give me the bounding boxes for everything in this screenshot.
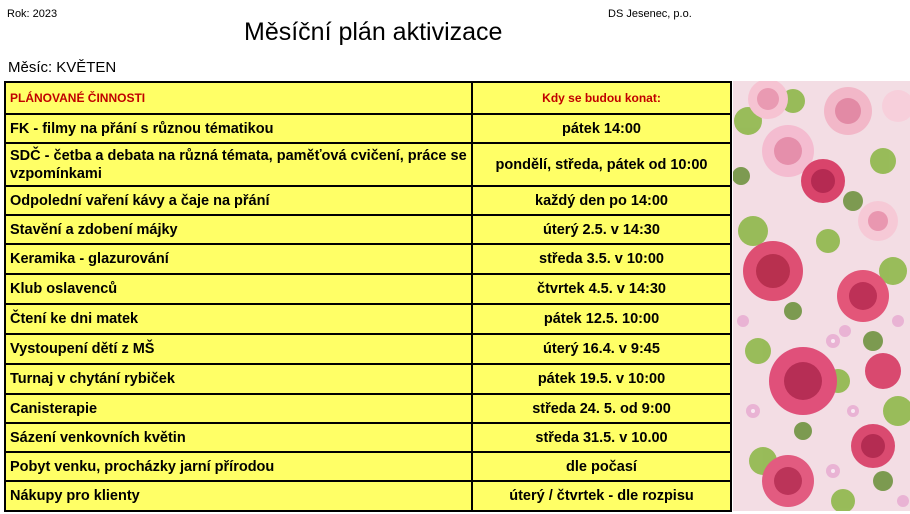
activity-cell: Klub oslavenců [5, 274, 472, 304]
table-row [5, 452, 731, 481]
activity-cell: Odpolední vaření kávy a čaje na přání [5, 186, 472, 215]
header-activities: PLÁNOVANÉ ČINNOSTI [5, 82, 472, 114]
activity-cell: Nákupy pro klienty [5, 481, 472, 511]
when-cell: čtvrtek 4.5. v 14:30 [472, 274, 731, 304]
table-row [5, 304, 731, 334]
when-cell: středa 24. 5. od 9:00 [472, 394, 731, 423]
header-when: Kdy se budou konat: [472, 82, 731, 114]
activity-cell: Canisterapie [5, 394, 472, 423]
table-row [5, 481, 731, 511]
page-title: Měsíční plán aktivizace [244, 18, 503, 46]
activity-cell: Stavění a zdobení májky [5, 215, 472, 244]
when-cell: úterý / čtvrtek - dle rozpisu [472, 481, 731, 511]
when-cell: pátek 19.5. v 10:00 [472, 364, 731, 394]
activity-cell: Sázení venkovních květin [5, 423, 472, 452]
when-cell: úterý 2.5. v 14:30 [472, 215, 731, 244]
table-row [5, 364, 731, 394]
table-row [5, 114, 731, 143]
activity-cell: Turnaj v chytání rybiček [5, 364, 472, 394]
activity-cell: Pobyt venku, procházky jarní přírodou [5, 452, 472, 481]
table-row [5, 334, 731, 364]
when-cell: středa 3.5. v 10:00 [472, 244, 731, 274]
table-row [5, 215, 731, 244]
when-cell: dle počasí [472, 452, 731, 481]
month-line [8, 59, 116, 76]
month-value: KVĚTEN [56, 59, 117, 76]
when-cell: pondělí, středa, pátek od 10:00 [472, 143, 731, 186]
table-row [5, 143, 731, 186]
table-row [5, 423, 731, 452]
table-row [5, 274, 731, 304]
month-label: Měsíc: [8, 59, 53, 76]
activity-cell: Vystoupení dětí z MŠ [5, 334, 472, 364]
when-cell: každý den po 14:00 [472, 186, 731, 215]
table-row [5, 186, 731, 215]
activity-cell: SDČ - četba a debata na různá témata, paměťová cvičení, práce se vzpomínkami [5, 143, 472, 186]
activity-cell: Čtení ke dni matek [5, 304, 472, 334]
organization-label: DS Jesenec, p.o. [608, 8, 692, 20]
when-cell: úterý 16.4. v 9:45 [472, 334, 731, 364]
activity-cell: FK - filmy na přání s různou tématikou [5, 114, 472, 143]
table-row [5, 244, 731, 274]
table-header-row [5, 82, 731, 114]
when-cell: středa 31.5. v 10.00 [472, 423, 731, 452]
when-cell: pátek 12.5. 10:00 [472, 304, 731, 334]
year-label: Rok: 2023 [7, 8, 58, 20]
roses-illustration [733, 81, 910, 511]
when-cell: pátek 14:00 [472, 114, 731, 143]
table-row [5, 394, 731, 423]
flower-bouquet-image [733, 81, 910, 511]
activity-plan-table [4, 81, 732, 512]
activity-cell: Keramika - glazurování [5, 244, 472, 274]
